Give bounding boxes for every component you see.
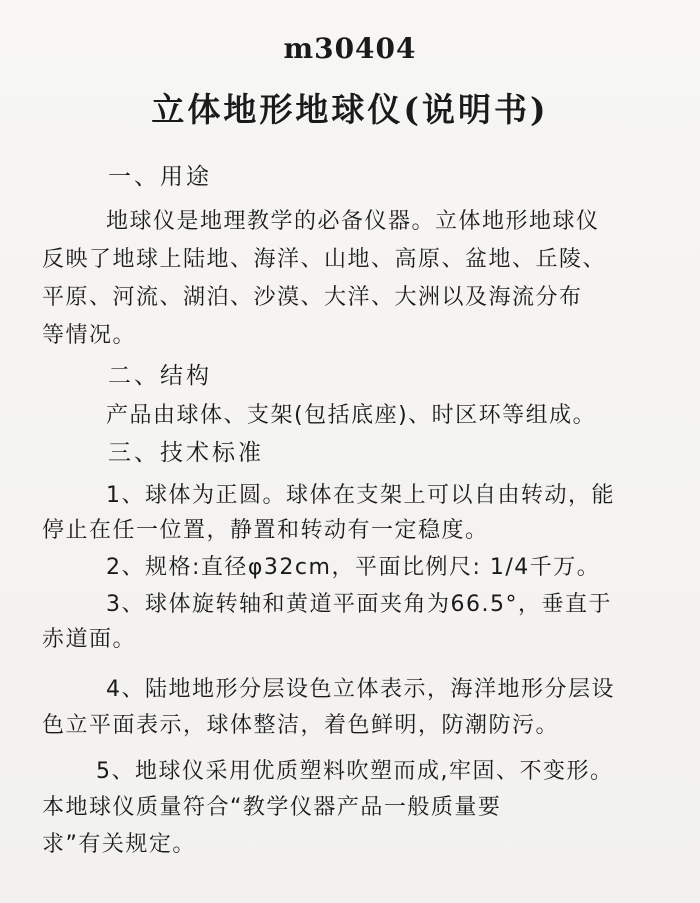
usage-line: 等情况。 — [42, 323, 137, 348]
standards-line: 求”有关规定。 — [42, 832, 196, 857]
standards-line: 3、球体旋转轴和黄道平面夹角为66.5°，垂直于 — [106, 592, 612, 617]
section-heading-structure: 二、结构 — [108, 363, 212, 389]
standards-line: 停止在任一位置，静置和转动有一定稳度。 — [42, 518, 489, 543]
standards-line: 赤道面。 — [42, 627, 137, 652]
standards-line: 本地球仪质量符合“教学仪器产品一般质量要 — [42, 795, 502, 820]
standards-line: 4、陆地地形分层设色立体表示，海洋地形分层设 — [106, 677, 615, 702]
model-number: m30404 — [283, 32, 417, 65]
usage-line: 地球仪是地理教学的必备仪器。立体地形地球仪 — [106, 209, 600, 234]
section-heading-standards: 三、技术标准 — [108, 440, 264, 466]
section-heading-usage: 一、用途 — [108, 164, 212, 190]
standards-line: 5、地球仪采用优质塑料吹塑而成,牢固、不变形。 — [96, 759, 614, 784]
usage-line: 反映了地球上陆地、海洋、山地、高原、盆地、丘陵、 — [42, 247, 607, 272]
usage-line: 平原、河流、湖泊、沙漠、大洋、大洲以及海流分布 — [42, 285, 583, 310]
standards-line: 2、规格:直径φ32cm，平面比例尺: 1/4千万。 — [106, 555, 601, 580]
standards-line: 色立平面表示，球体整洁，着色鲜明，防潮防污。 — [42, 713, 560, 738]
document-title: 立体地形地球仪(说明书) — [151, 90, 549, 129]
structure-line: 产品由球体、支架(包括底座)、时区环等组成。 — [106, 403, 597, 428]
standards-line: 1、球体为正圆。球体在支架上可以自由转动，能 — [106, 483, 615, 508]
